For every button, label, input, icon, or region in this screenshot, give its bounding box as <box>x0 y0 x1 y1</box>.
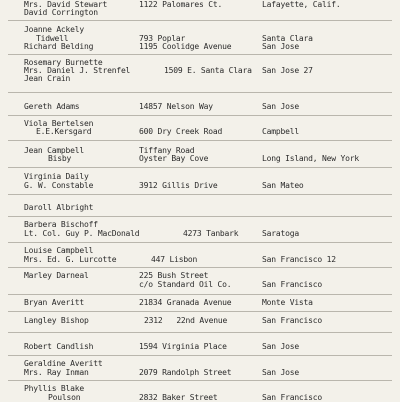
entry-address: 600 Dry Creek Road <box>139 127 223 136</box>
entry-name: Lt. Col. Guy P. MacDonald <box>24 229 140 238</box>
row-divider <box>8 20 392 21</box>
entry-city: San Jose 27 <box>262 66 313 75</box>
row-divider <box>8 167 392 168</box>
entry-name: Barbera Bischoff <box>24 220 98 229</box>
entry-name: Robert Candlish <box>24 342 94 351</box>
entry-city: San Francisco <box>262 393 323 402</box>
entry-address: 2079 Randolph Street <box>139 368 232 377</box>
entry-address: 4273 Tanbark <box>183 229 239 238</box>
entry-name: Langley Bishop <box>24 316 89 325</box>
entry-address: 793 Poplar <box>139 34 186 43</box>
entry-address: 1122 Palomares Ct. <box>139 0 223 9</box>
entry-name: Geraldine Averitt <box>24 359 103 368</box>
entry-city: Campbell <box>262 127 299 136</box>
entry-city: San Francisco <box>262 280 323 289</box>
entry-address: c/o Standard Oil Co. <box>139 280 232 289</box>
entry-name: Bryan Averitt <box>24 298 85 307</box>
row-divider <box>8 294 392 295</box>
entry-address: 447 Lisbon <box>151 255 198 264</box>
entry-address: 225 Bush Street <box>139 271 209 280</box>
row-divider <box>8 115 392 116</box>
entry-city: Santa Clara <box>262 34 313 43</box>
entry-city: Saratoga <box>262 229 299 238</box>
entry-city: San Mateo <box>262 181 304 190</box>
entry-name: Daroll Albright <box>24 203 94 212</box>
entry-name: E.E.Kersgard <box>36 127 92 136</box>
entry-address: Oyster Bay Cove <box>139 154 209 163</box>
entry-name: Viola Bertelsen <box>24 119 94 128</box>
entry-name: Louise Campbell <box>24 246 94 255</box>
entry-name: Virginia Daily <box>24 172 89 181</box>
entry-address: 1594 Virginia Place <box>139 342 227 351</box>
entry-address: 14857 Nelson Way <box>139 102 213 111</box>
entry-name: Rosemary Burnette <box>24 58 103 67</box>
entry-city: San Jose <box>262 368 299 377</box>
row-divider <box>8 332 392 333</box>
row-divider <box>8 92 392 93</box>
row-divider <box>8 242 392 243</box>
entry-name: Tidwell <box>36 34 69 43</box>
entry-name: Mrs. David Stewart <box>24 0 108 9</box>
entry-city: San Jose <box>262 42 299 51</box>
entry-name: Phyllis Blake <box>24 384 85 393</box>
entry-address: 2832 Baker Street <box>139 393 218 402</box>
entry-name: Joanne Ackely <box>24 25 85 34</box>
entry-city: Long Island, New York <box>262 154 359 163</box>
row-divider <box>8 311 392 312</box>
entry-name: Marley Darneal <box>24 271 89 280</box>
entry-address: Tiffany Road <box>139 146 195 155</box>
entry-city: San Jose <box>262 342 299 351</box>
entry-address: 1195 Coolidge Avenue <box>139 42 232 51</box>
row-divider <box>8 140 392 141</box>
entry-name: Mrs. Daniel J. Strenfel <box>24 66 131 75</box>
row-divider <box>8 216 392 217</box>
row-divider <box>8 267 392 268</box>
entry-name: Mrs. Ed. G. Lurcotte <box>24 255 117 264</box>
entry-city: Lafayette, Calif. <box>262 0 341 9</box>
entry-city: Monte Vista <box>262 298 313 307</box>
row-divider <box>8 355 392 356</box>
entry-city: San Francisco <box>262 316 323 325</box>
entry-name: Jean Campbell <box>24 146 85 155</box>
entry-name: Poulson <box>48 393 81 402</box>
row-divider <box>8 194 392 195</box>
entry-name: Gereth Adams <box>24 102 80 111</box>
entry-city: San Francisco 12 <box>262 255 336 264</box>
entry-name: Mrs. Ray Inman <box>24 368 89 377</box>
entry-name: G. W. Constable <box>24 181 94 190</box>
entry-city: San Jose <box>262 102 299 111</box>
row-divider <box>8 380 392 381</box>
entry-name: David Corrington <box>24 8 98 17</box>
entry-name: Bisby <box>48 154 72 163</box>
entry-address: 21834 Granada Avenue <box>139 298 232 307</box>
entry-name: Richard Belding <box>24 42 94 51</box>
entry-address: 2312 22nd Avenue <box>144 316 228 325</box>
entry-address: 1509 E. Santa Clara <box>164 66 252 75</box>
row-divider <box>8 54 392 55</box>
entry-address: 3912 Gillis Drive <box>139 181 218 190</box>
entry-name: Jean Crain <box>24 74 71 83</box>
